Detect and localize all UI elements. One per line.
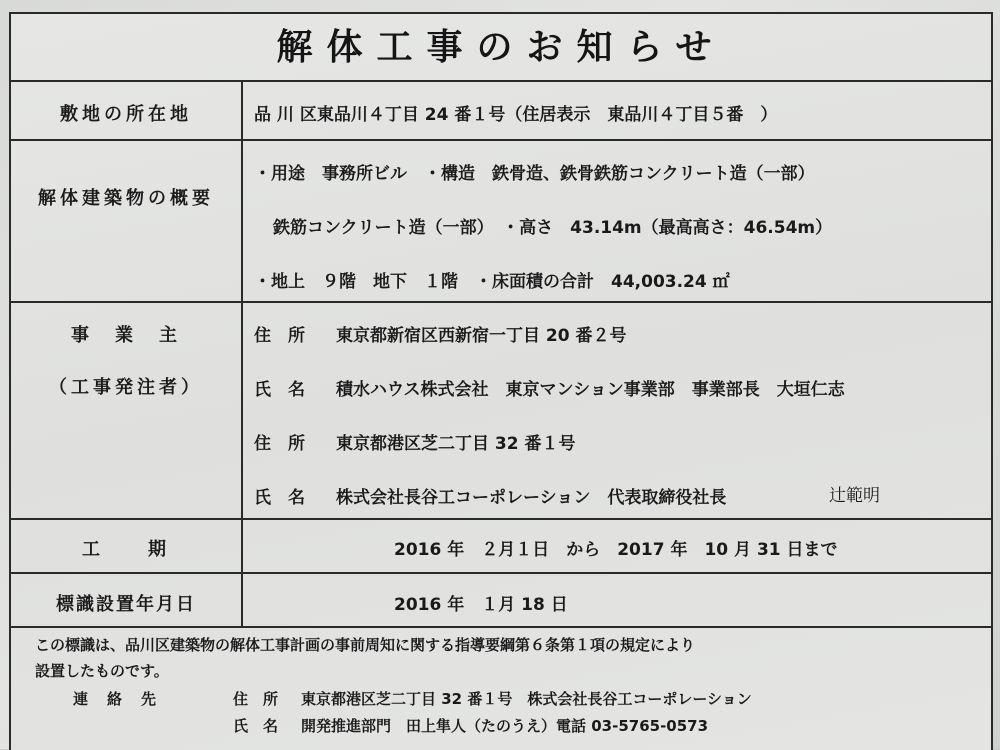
period-label: 工 期 bbox=[82, 539, 170, 560]
contractor-address-label: 住 所 bbox=[254, 434, 305, 454]
contact-address-label: 住 所 bbox=[233, 690, 279, 708]
contact-label: 連 絡 先 bbox=[73, 690, 159, 708]
location-value: 品 川 区東品川４丁目 24 番１号（住居表示 東品川４丁目５番 ） bbox=[254, 105, 778, 125]
posted-date-label: 標識設置年月日 bbox=[56, 594, 196, 615]
owner-sublabel: （工事発注者） bbox=[49, 377, 203, 398]
posted-date-value: 2016 年 １月 18 日 bbox=[394, 595, 568, 615]
notice-title: 解体工事のお知らせ bbox=[276, 27, 726, 68]
contractor-name-label: 氏 名 bbox=[254, 488, 305, 508]
contact-name: 開発推進部門 田上隼人（たのうえ）電話 03-5765-0573 bbox=[301, 717, 709, 735]
rule bbox=[11, 301, 991, 303]
owner-address-label: 住 所 bbox=[254, 326, 305, 346]
contact-name-label: 氏 名 bbox=[233, 717, 279, 735]
contractor-name: 株式会社長谷工コーポレーション 代表取締役社長 bbox=[336, 488, 727, 508]
owner-name-label: 氏 名 bbox=[254, 380, 305, 400]
rule bbox=[11, 572, 991, 574]
period-value: 2016 年 ２月１日 から 2017 年 10 月 31 日まで bbox=[394, 540, 838, 560]
building-outline-line-2: 鉄筋コンクリート造（一部） ・高さ 43.14m（最高高さ：46.54m） bbox=[273, 218, 833, 238]
owner-name: 積水ハウス株式会社 東京マンション事業部 事業部長 大垣仁志 bbox=[336, 380, 845, 400]
location-label: 敷地の所在地 bbox=[60, 104, 192, 125]
owner-address: 東京都新宿区西新宿一丁目 20 番２号 bbox=[336, 326, 627, 346]
demolition-notice-board bbox=[9, 12, 993, 750]
rule bbox=[11, 626, 991, 628]
footer-note-line-2: 設置したものです。 bbox=[35, 662, 169, 680]
rule bbox=[11, 80, 991, 82]
column-divider bbox=[241, 80, 243, 628]
owner-label: 事 業 主 bbox=[71, 325, 181, 346]
contractor-address: 東京都港区芝二丁目 32 番１号 bbox=[336, 434, 576, 454]
rule bbox=[11, 139, 991, 141]
contractor-signature: 辻範明 bbox=[829, 486, 880, 506]
rule bbox=[11, 518, 991, 520]
building-outline-line-1: ・用途 事務所ビル ・構造 鉄骨造、鉄骨鉄筋コンクリート造（一部） bbox=[254, 164, 815, 184]
contact-address: 東京都港区芝二丁目 32 番１号 株式会社長谷工コーポレーション bbox=[301, 690, 752, 708]
footer-note-line-1: この標識は、品川区建築物の解体工事計画の事前周知に関する指導要綱第６条第１項の規定により bbox=[35, 636, 696, 654]
building-outline-line-3: ・地上 ９階 地下 １階 ・床面積の合計 44,003.24 ㎡ bbox=[254, 272, 730, 292]
building-outline-label: 解体建築物の概要 bbox=[38, 188, 214, 209]
